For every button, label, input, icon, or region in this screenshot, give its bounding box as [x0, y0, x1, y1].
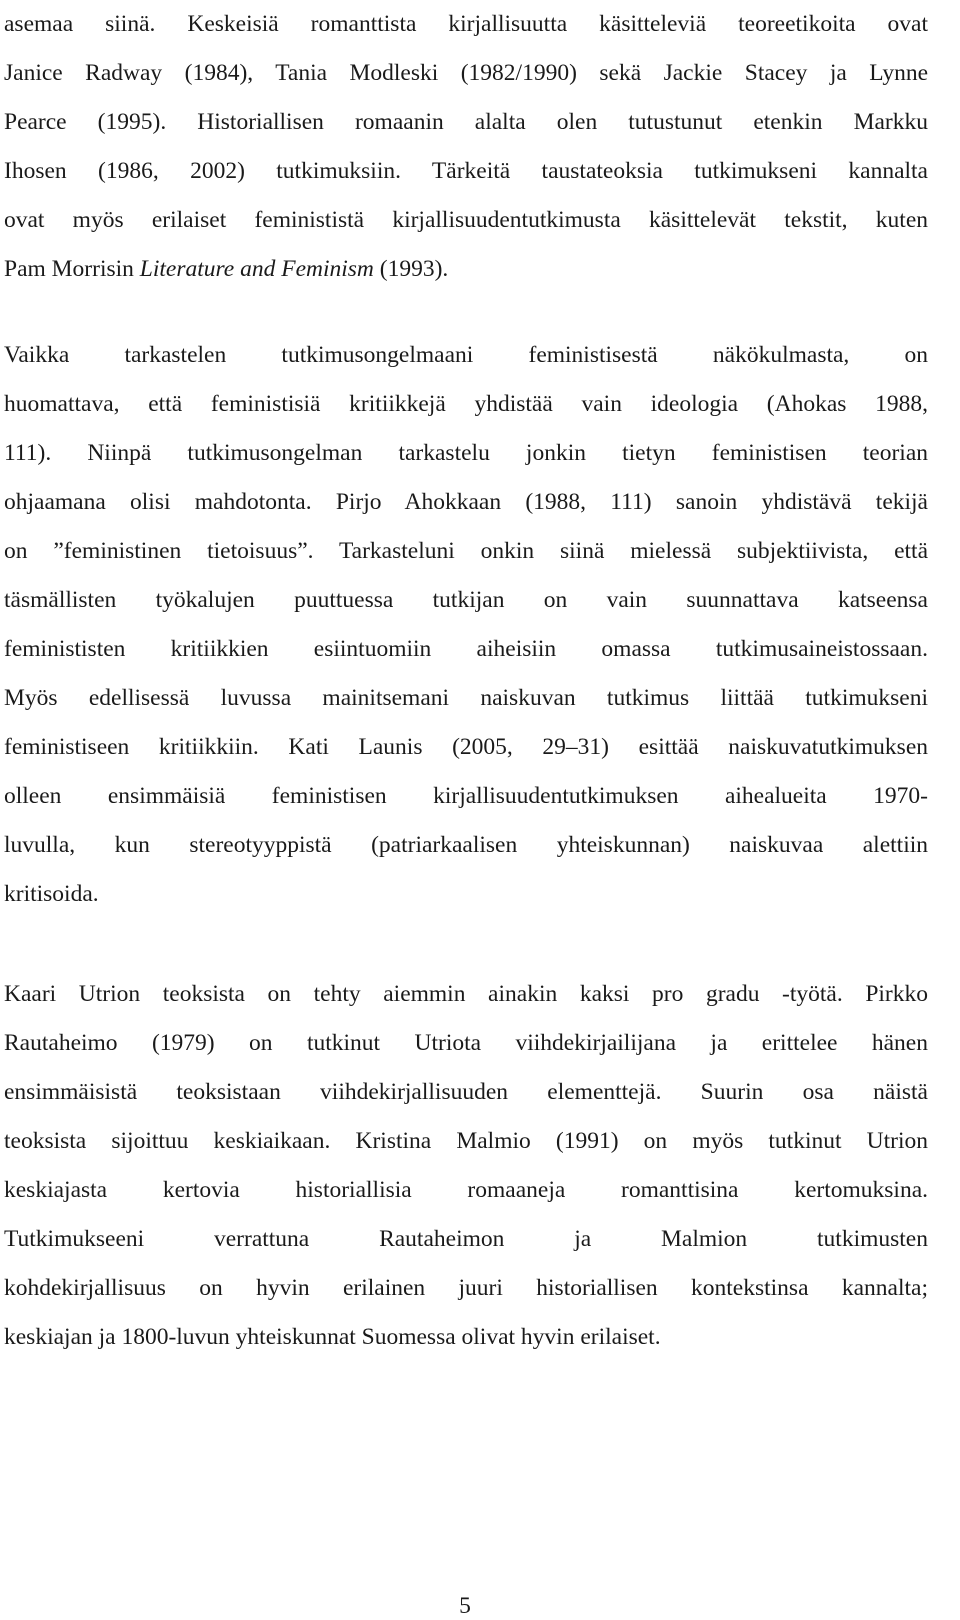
text-line: [4, 772, 928, 821]
text-line: [4, 821, 928, 870]
text-line: [4, 429, 928, 478]
text-line: [4, 674, 928, 723]
text-segment: keskiajan ja 1800-luvun yhteiskunnat Suomessa olivat hyvin erilaiset.: [4, 1324, 661, 1350]
text-segment: Ihosen (1986, 2002) tutkimuksiin. Tärkeitä taustateoksia tutkimukseni kannalta: [4, 158, 928, 184]
text-line: [4, 527, 928, 576]
text-line: [4, 1215, 928, 1264]
text-segment: Vaikka tarkastelen tutkimusongelmaani feministisestä näkökulmasta, on: [4, 342, 928, 368]
text-line: [4, 870, 928, 919]
text-segment: olleen ensimmäisiä feministisen kirjallisuudentutkimuksen aihealueita 1970-: [4, 783, 928, 809]
text-line: [4, 1313, 928, 1362]
text-line: [4, 0, 928, 49]
text-segment: kritisoida.: [4, 881, 99, 907]
text-line: [4, 147, 928, 196]
text-segment: Pam Morrisin: [4, 256, 140, 282]
text-segment: Rautaheimo (1979) on tutkinut Utriota viihdekirjailijana ja erittelee hänen: [4, 1030, 928, 1056]
text-segment: feministiseen kritiikkiin. Kati Launis (2005, 29–31) esittää naiskuvatutkimuksen: [4, 734, 928, 760]
italic-book-title: Literature and Feminism: [139, 256, 374, 282]
text-line: [4, 245, 928, 294]
text-line: [4, 196, 928, 245]
text-line: [4, 1117, 928, 1166]
text-line: [4, 331, 928, 380]
text-segment: Pearce (1995). Historiallisen romaanin alalta olen tutustunut etenkin Markku: [4, 109, 928, 135]
text-line: [4, 98, 928, 147]
text-segment: 111). Niinpä tutkimusongelman tarkastelu jonkin tietyn feministisen teorian: [4, 440, 928, 466]
text-segment: ohjaamana olisi mahdotonta. Pirjo Ahokkaan (1988, 111) sanoin yhdistävä tekijä: [4, 489, 928, 515]
text-segment: luvulla, kun stereotyyppistä (patriarkaalisen yhteiskunnan) naiskuvaa alettiin: [4, 832, 928, 858]
text-line: [4, 1068, 928, 1117]
text-line: [4, 1264, 928, 1313]
text-segment: feminististen kritiikkien esiintuomiin aiheisiin omassa tutkimusaineistossaan.: [4, 636, 928, 662]
text-line: [4, 49, 928, 98]
text-segment: ovat myös erilaiset feminististä kirjallisuudentutkimusta käsittelevät tekstit, kuten: [4, 207, 928, 233]
text-segment: kohdekirjallisuus on hyvin erilainen juuri historiallisen kontekstinsa kannalta;: [4, 1275, 928, 1301]
text-segment: on ”feministinen tietoisuus”. Tarkasteluni onkin siinä mielessä subjektiivista, että: [4, 538, 928, 564]
text-line: [4, 1019, 928, 1068]
text-line: [4, 1166, 928, 1215]
text-line: [4, 723, 928, 772]
paragraph-previous-studies: [4, 970, 928, 1362]
text-segment: Janice Radway (1984), Tania Modleski (1982/1990) sekä Jackie Stacey ja Lynne: [4, 60, 928, 86]
text-segment: täsmällisten työkalujen puuttuessa tutkijan on vain suunnattava katseensa: [4, 587, 928, 613]
text-segment: teoksista sijoittuu keskiaikaan. Kristina Malmio (1991) on myös tutkinut Utrion: [4, 1128, 928, 1154]
text-segment: huomattava, että feministisiä kritiikkejä yhdistää vain ideologia (Ahokas 1988,: [4, 391, 928, 417]
text-line: [4, 970, 928, 1019]
text-segment: Kaari Utrion teoksista on tehty aiemmin ainakin kaksi pro gradu -työtä. Pirkko: [4, 981, 928, 1007]
text-line: [4, 576, 928, 625]
text-segment: (1993).: [373, 256, 449, 282]
text-segment: Myös edellisessä luvussa mainitsemani naiskuvan tutkimus liittää tutkimukseni: [4, 685, 928, 711]
text-line: [4, 625, 928, 674]
paragraph-theorists: [4, 0, 928, 294]
text-line: [4, 478, 928, 527]
text-line: [4, 380, 928, 429]
page-number: 5: [459, 1593, 471, 1619]
text-segment: ensimmäisistä teoksistaan viihdekirjallisuuden elementtejä. Suurin osa näistä: [4, 1079, 928, 1105]
paragraph-feminist-perspective: [4, 331, 928, 919]
text-segment: Tutkimukseeni verrattuna Rautaheimon ja Malmion tutkimusten: [4, 1226, 928, 1252]
text-segment: asemaa siinä. Keskeisiä romanttista kirjallisuutta käsitteleviä teoreetikoita ovat: [4, 11, 928, 37]
text-segment: keskiajasta kertovia historiallisia romaaneja romanttisina kertomuksina.: [4, 1177, 928, 1203]
